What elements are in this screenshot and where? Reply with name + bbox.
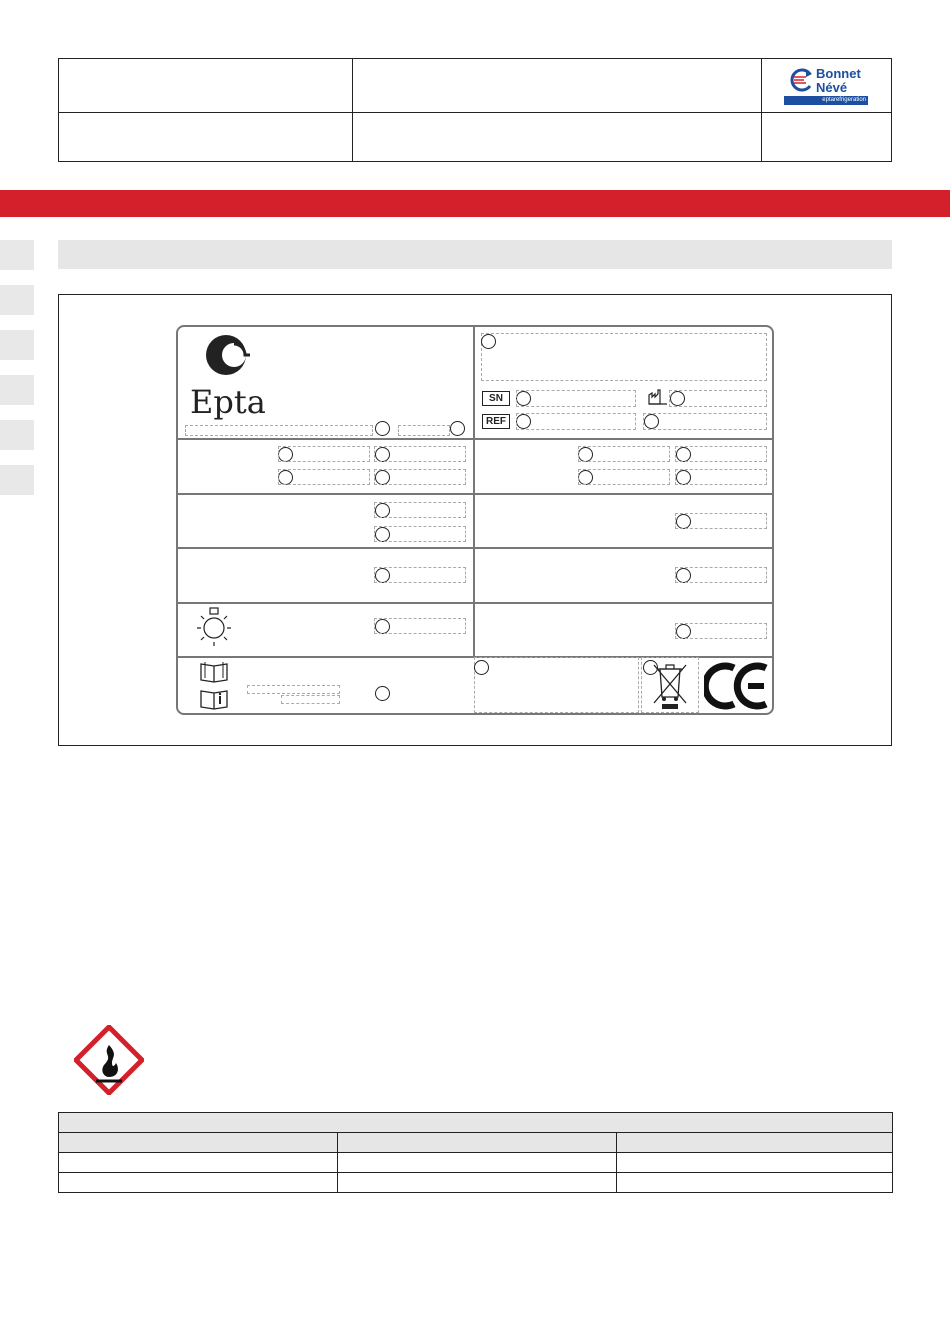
ce-mark	[704, 660, 770, 712]
plate-divider	[176, 547, 774, 549]
epta-emblem-icon	[204, 330, 252, 380]
logo-line1: Bonnet	[816, 66, 861, 81]
side-tab-4[interactable]	[0, 375, 34, 405]
field	[374, 502, 466, 518]
table-cell	[338, 1153, 617, 1173]
callout-marker	[481, 334, 496, 349]
field	[578, 446, 670, 462]
table-column-header	[617, 1133, 893, 1153]
bonnet-neve-logo	[784, 64, 868, 106]
reference-field-2	[643, 413, 767, 430]
callout-marker	[375, 686, 390, 701]
plate-divider	[176, 438, 774, 440]
table-cell	[617, 1173, 893, 1193]
header-cell-title-mid	[352, 58, 762, 113]
ce-mark-icon	[704, 660, 770, 712]
table-row	[59, 1153, 893, 1173]
ref-tag: REF	[482, 414, 510, 429]
bonnet-neve-emblem-icon	[788, 66, 816, 94]
field	[278, 446, 370, 462]
field	[675, 446, 767, 462]
notes-field	[474, 657, 639, 713]
manual-field-1	[247, 685, 340, 694]
field	[675, 513, 767, 529]
data-table	[58, 1112, 893, 1193]
weee-bin-icon	[650, 661, 690, 711]
field	[374, 567, 466, 583]
table-column-header	[338, 1133, 617, 1153]
flammable-hazard-icon	[74, 1025, 144, 1095]
table-cell	[59, 1173, 338, 1193]
field	[374, 446, 466, 462]
field	[278, 469, 370, 485]
table-cell	[59, 1153, 338, 1173]
sn-tag: SN	[482, 391, 510, 406]
factory-icon	[648, 389, 668, 405]
manual-field-2	[281, 695, 340, 704]
plate-divider	[176, 493, 774, 495]
side-tab-1[interactable]	[0, 240, 34, 270]
info-manual-icon	[199, 688, 229, 710]
side-tab-5[interactable]	[0, 420, 34, 450]
serial-number-field	[516, 390, 636, 407]
logo-line2: Névé	[816, 80, 848, 95]
epta-brand-text: Epta	[190, 383, 266, 421]
reference-field	[516, 413, 636, 430]
side-tab-2[interactable]	[0, 285, 34, 315]
header-cell-right-2	[761, 112, 892, 162]
field	[675, 469, 767, 485]
table-column-header	[59, 1133, 338, 1153]
field	[675, 623, 767, 639]
model-field	[185, 425, 373, 436]
header-cell-left-2	[58, 112, 353, 162]
side-tab-3[interactable]	[0, 330, 34, 360]
field	[374, 618, 466, 634]
model-field-2	[398, 425, 450, 436]
field	[374, 469, 466, 485]
callout-marker	[375, 421, 390, 436]
lamp-icon	[193, 606, 235, 648]
callout-marker	[450, 421, 465, 436]
plate-center-divider	[473, 325, 475, 656]
plate-divider	[176, 602, 774, 604]
side-tab-6[interactable]	[0, 465, 34, 495]
logo-bar: eptarefrigeration	[784, 96, 868, 105]
table-cell	[617, 1153, 893, 1173]
section-heading-bar	[58, 240, 892, 269]
date-field	[669, 390, 767, 407]
section-band	[0, 190, 950, 217]
manual-book-icon	[199, 660, 229, 684]
table-header	[59, 1113, 893, 1133]
header-cell-title-left	[58, 58, 353, 113]
header-cell-mid-2	[352, 112, 762, 162]
manufacturer-field	[481, 333, 767, 381]
table-cell	[338, 1173, 617, 1193]
field	[675, 567, 767, 583]
field	[578, 469, 670, 485]
field	[374, 526, 466, 542]
callout-marker	[474, 660, 489, 675]
table-row	[59, 1173, 893, 1193]
